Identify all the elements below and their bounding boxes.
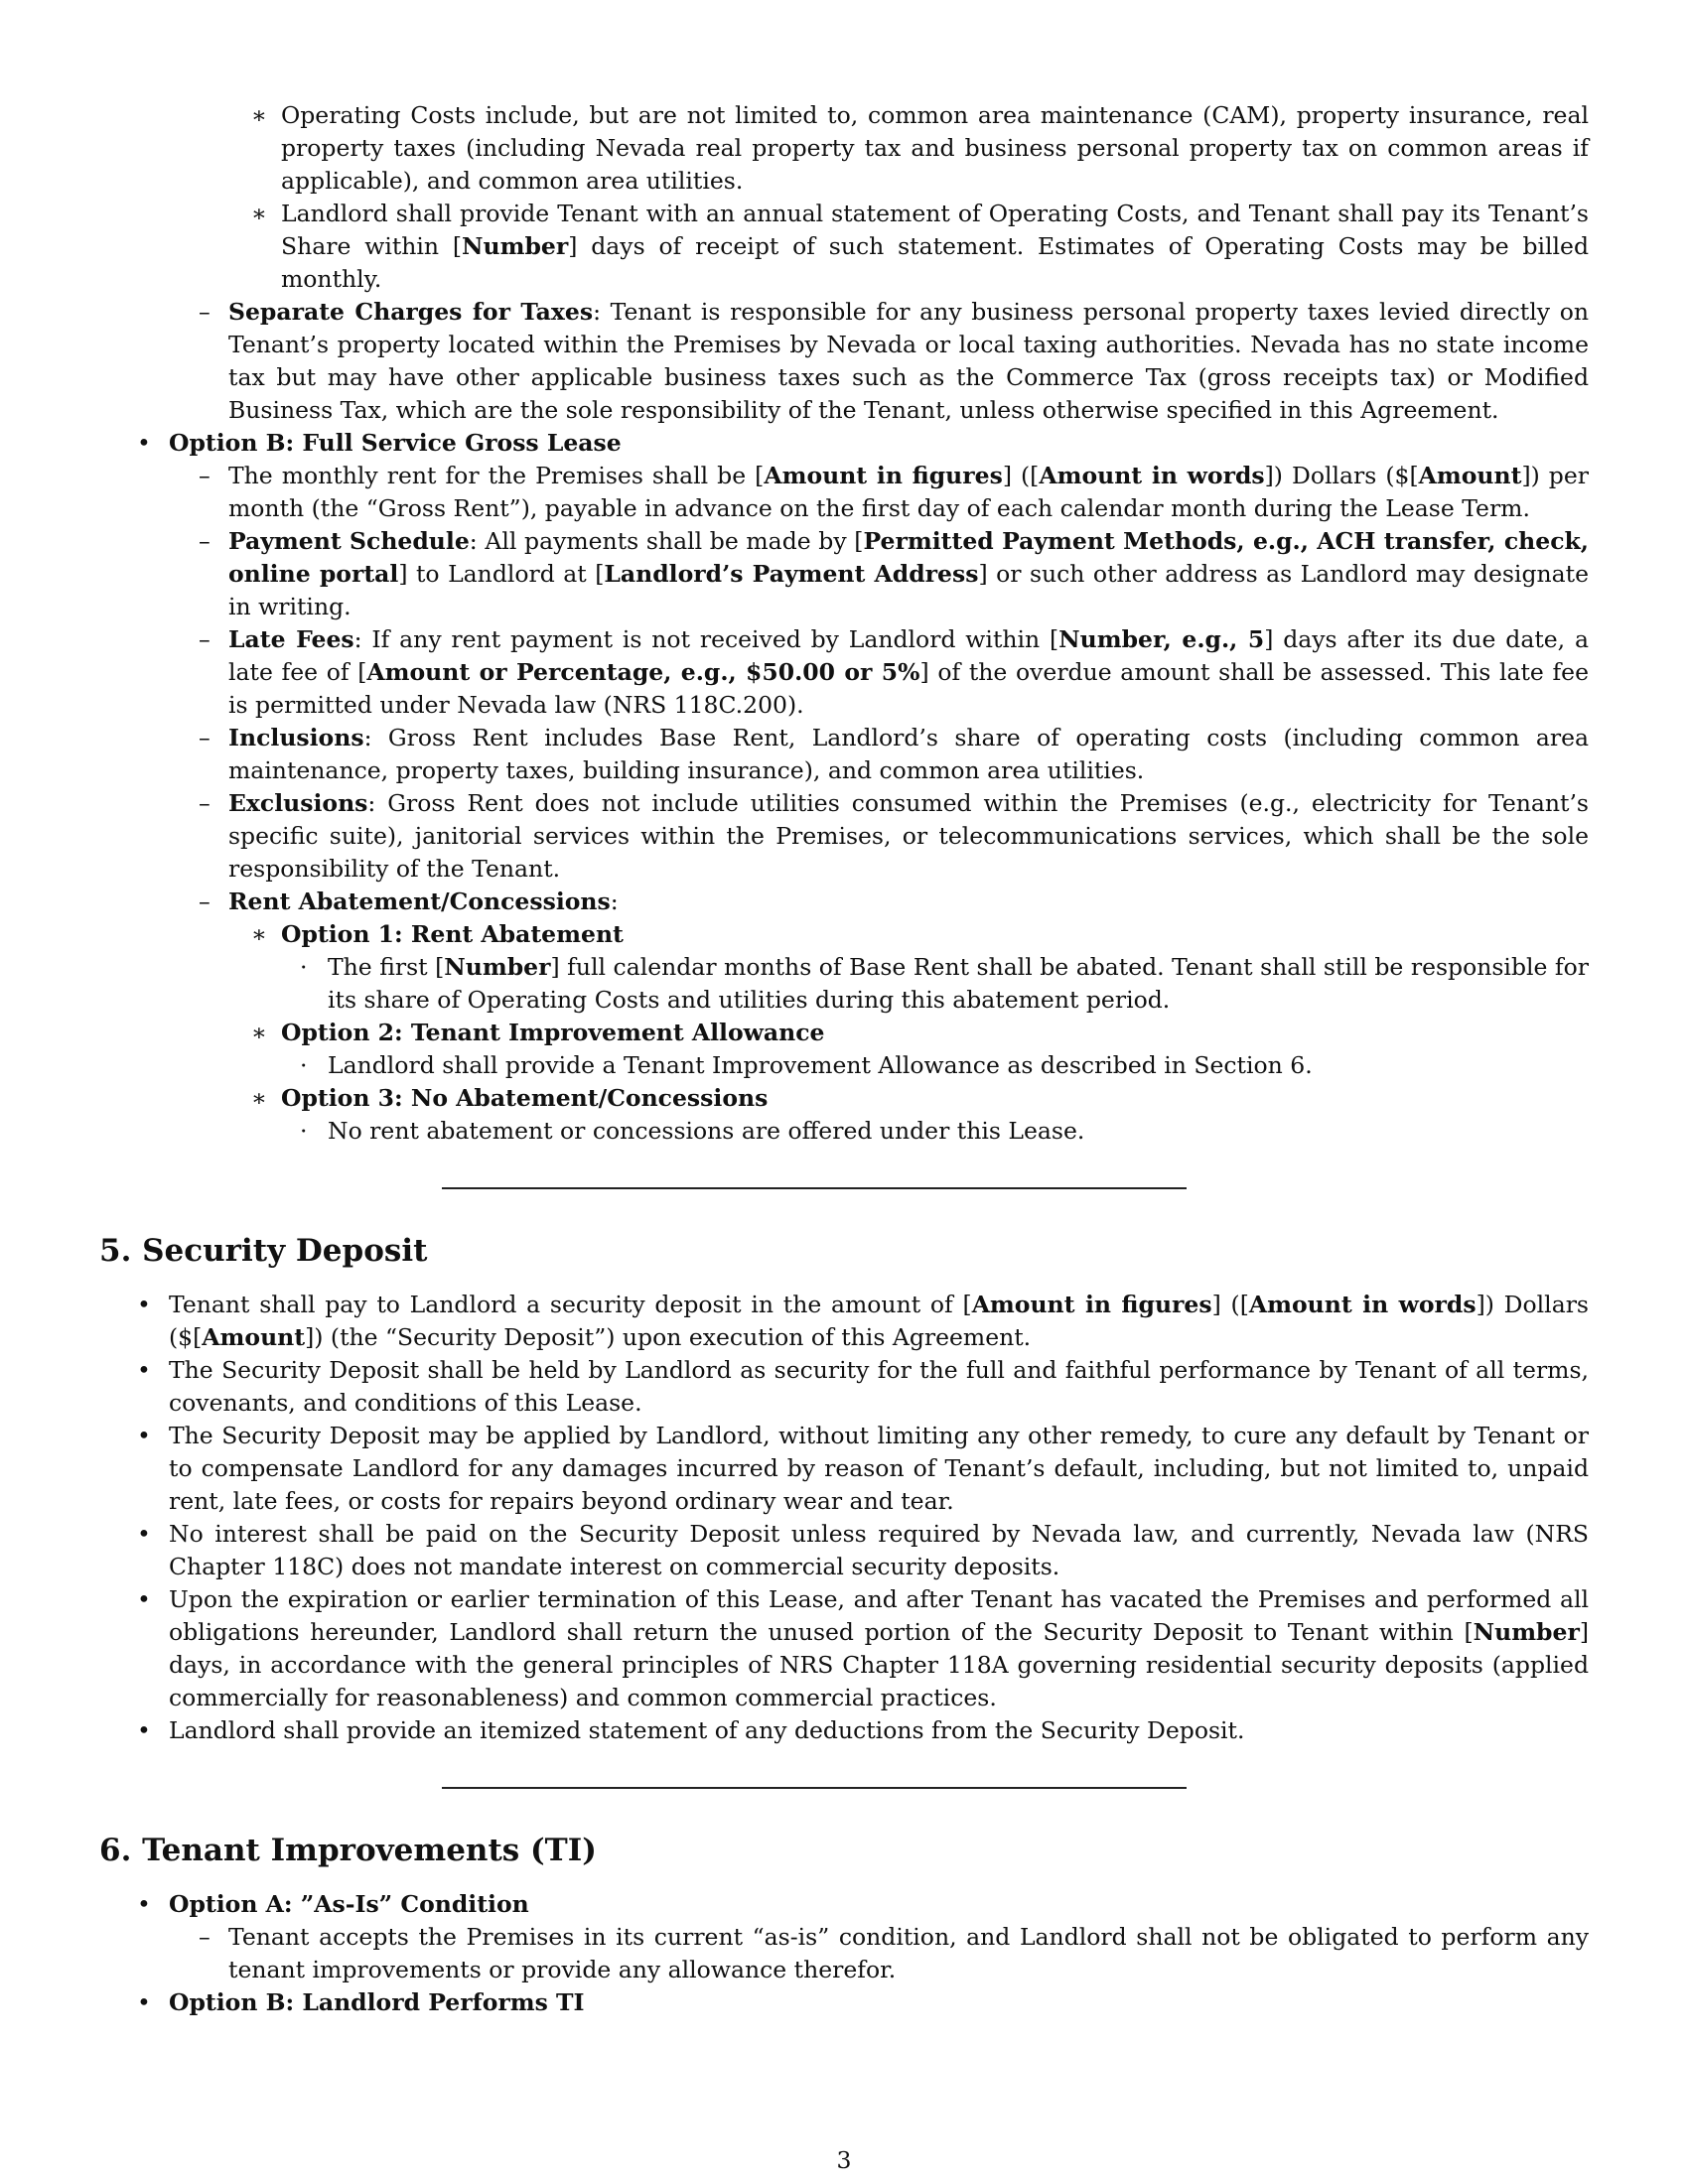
bullet-marker: • (137, 1520, 151, 1548)
deposit-statement-item (99, 1714, 1589, 1747)
deposit-return-text: ] days, in accordance with the general principles of NRS Chapter 118A governing residential security deposits (applied commercially for reasonableness) and common commercial practices. (169, 1618, 1589, 1711)
abatement-option-3-text (99, 1115, 1589, 1148)
ti-option-a-text: Tenant accepts the Premises in its current “as-is” condition, and Landlord shall not be obligated to perform any tenant improvements or provide any allowance therefor. (228, 1923, 1589, 1983)
placeholder-amount: Amount (202, 1323, 306, 1351)
placeholder-amount-figures: Amount in figures (764, 462, 1003, 489)
ti-option-b (99, 1986, 1589, 2019)
placeholder-amount: Amount (1418, 462, 1522, 489)
deposit-held-text: The Security Deposit shall be held by Landlord as security for the full and faithful performance by Tenant of all terms, covenants, and conditions of this Lease. (169, 1356, 1589, 1417)
opcost-statement-text-end: ] days of receipt of such statement. Estimates of Operating Costs may be billed monthly. (281, 232, 1589, 293)
dash-marker: – (199, 789, 211, 817)
star-marker: ∗ (251, 1019, 267, 1046)
opcost-statement-item (99, 198, 1589, 296)
opcost-include-item (99, 99, 1589, 198)
inclusions-label: Inclusions (228, 724, 364, 751)
rent-abatement-colon: : (610, 887, 619, 915)
bullet-marker: • (137, 1716, 151, 1744)
bullet-marker: • (137, 1422, 151, 1449)
bullet-marker: • (137, 1585, 151, 1613)
late-fees-item (99, 623, 1589, 722)
gross-rent-text: ]) Dollars ($[ (1264, 462, 1419, 489)
inclusions-text: : Gross Rent includes Base Rent, Landlord’s share of operating costs (including common area maintenance, property taxes, building insurance), and common area utilities. (228, 724, 1589, 784)
ti-option-a (99, 1888, 1589, 1921)
page-number: 3 (836, 2146, 852, 2174)
gross-rent-text: ] ([ (1002, 462, 1040, 489)
rent-abatement-item (99, 886, 1589, 918)
deposit-amount-item (99, 1289, 1589, 1354)
placeholder-payment-address: Landlord’s Payment Address (604, 560, 979, 588)
placeholder-late-amount: Amount or Percentage, e.g., $50.00 or 5% (366, 658, 920, 686)
option-3-text: No rent abatement or concessions are offered under this Lease. (328, 1117, 1085, 1145)
deposit-interest-text: No interest shall be paid on the Security Deposit unless required by Nevada law, and currently, Nevada law (NRS Chapter 118C) does not mandate interest on commercial security deposits. (169, 1520, 1589, 1580)
separate-taxes-text: : Tenant is responsible for any business personal property taxes levied directly on Tenant’s property located within the Premises by Nevada or local taxing authorities. Nevada has no state income tax but may have other applicable business taxes such as the Commerce Tax (gross receipts tax) or Modified Business Tax, which are the sole responsibility of the Tenant, unless otherwise specified in this Agreement. (228, 298, 1590, 424)
placeholder-amount-figures: Amount in figures (971, 1291, 1212, 1318)
dash-marker: – (199, 887, 211, 915)
rent-abatement-label: Rent Abatement/Concessions (228, 887, 611, 915)
bullet-marker: • (137, 1291, 151, 1318)
exclusions-label: Exclusions (228, 789, 368, 817)
section-divider (442, 1787, 1187, 1789)
late-fees-text: ] days after its due date, a late fee of [ (228, 625, 1589, 686)
option-1-text: ] full calendar months of Base Rent shall be abated. Tenant shall still be responsible for its share of Operating Costs and utilities during this abatement period. (328, 953, 1589, 1014)
deposit-text: Tenant shall pay to Landlord a security deposit in the amount of [ (169, 1291, 972, 1318)
exclusions-item (99, 787, 1589, 886)
late-fees-text: ] of the overdue amount shall be assessed. This late fee is permitted under Nevada law (NRS 118C.200). (228, 658, 1589, 719)
deposit-applied-item (99, 1420, 1589, 1518)
separate-taxes-label: Separate Charges for Taxes (228, 298, 594, 326)
payment-schedule-item (99, 525, 1589, 623)
option-2-title: Option 2: Tenant Improvement Allowance (281, 1019, 825, 1046)
abatement-option-1-text (99, 951, 1589, 1017)
abatement-option-1 (99, 918, 1589, 951)
exclusions-text: : Gross Rent does not include utilities consumed within the Premises (e.g., electricity for Tenant’s specific suite), janitorial services within the Premises, or telecommunications services, which shall be the sole responsibility of the Tenant. (228, 789, 1589, 883)
dash-marker: – (199, 724, 211, 751)
inclusions-item (99, 722, 1589, 787)
payment-schedule-label: Payment Schedule (228, 527, 470, 555)
payment-schedule-text: ] to Landlord at [ (398, 560, 605, 588)
dot-marker: · (300, 1117, 308, 1145)
ti-option-a-text-item (99, 1921, 1589, 1986)
option-2-text: Landlord shall provide a Tenant Improvement Allowance as described in Section 6. (328, 1051, 1313, 1079)
ti-option-b-title: Option B: Landlord Performs TI (169, 1988, 585, 2016)
document-page (99, 99, 1589, 2019)
abatement-option-2-text (99, 1049, 1589, 1082)
late-fees-text: : If any rent payment is not received by Landlord within [ (353, 625, 1059, 653)
option-1-title: Option 1: Rent Abatement (281, 920, 624, 948)
deposit-return-text: Upon the expiration or earlier termination of this Lease, and after Tenant has vacated the Premises and performed all obligations hereunder, Landlord shall return the unused portion of the Security Deposit to Tenant within [ (169, 1585, 1589, 1646)
star-marker: ∗ (251, 920, 267, 948)
gross-rent-text: The monthly rent for the Premises shall be [ (228, 462, 765, 489)
dash-marker: – (199, 298, 211, 326)
opcost-statement-text: Landlord shall provide Tenant with an annual statement of Operating Costs, and Tenant shall pay its Tenant’s Share within [ (281, 200, 1589, 260)
payment-schedule-text: : All payments shall be made by [ (469, 527, 864, 555)
gross-rent-item (99, 460, 1589, 525)
option-1-text: The first [ (328, 953, 445, 981)
ti-option-a-title: Option A: ”As-Is” Condition (169, 1890, 529, 1918)
deposit-held-item (99, 1354, 1589, 1420)
placeholder-number: Number (444, 953, 551, 981)
bullet-marker: • (137, 429, 151, 457)
placeholder-number: Number (462, 232, 569, 260)
placeholder-number: Number (1473, 1618, 1580, 1646)
deposit-return-item (99, 1583, 1589, 1714)
bullet-marker: • (137, 1890, 151, 1918)
section-6-heading: 6. Tenant Improvements (TI) (99, 1833, 597, 1868)
dash-marker: – (199, 462, 211, 489)
abatement-option-3 (99, 1082, 1589, 1115)
section-5-heading: 5. Security Deposit (99, 1233, 428, 1269)
deposit-text: ]) (the “Security Deposit”) upon execution of this Agreement. (305, 1323, 1032, 1351)
opcost-include-text: Operating Costs include, but are not limited to, common area maintenance (CAM), property insurance, real property taxes (including Nevada real property tax and business personal property tax on common areas if applicable), and common area utilities. (281, 101, 1589, 195)
deposit-text: ] ([ (1211, 1291, 1249, 1318)
option-b-gross-lease (99, 427, 1589, 460)
star-marker: ∗ (251, 1084, 267, 1112)
option-3-title: Option 3: No Abatement/Concessions (281, 1084, 769, 1112)
deposit-interest-item (99, 1518, 1589, 1583)
placeholder-days: Number, e.g., 5 (1058, 625, 1265, 653)
dash-marker: – (199, 625, 211, 653)
placeholder-amount-words: Amount in words (1248, 1291, 1477, 1318)
star-marker: ∗ (251, 101, 267, 129)
dot-marker: · (300, 953, 308, 981)
dash-marker: – (199, 527, 211, 555)
deposit-statement-text: Landlord shall provide an itemized statement of any deductions from the Security Deposit. (169, 1716, 1245, 1744)
placeholder-amount-words: Amount in words (1039, 462, 1265, 489)
abatement-option-2 (99, 1017, 1589, 1049)
option-b-title: Option B: Full Service Gross Lease (169, 429, 622, 457)
separate-taxes-item (99, 296, 1589, 427)
gross-rent-text: ]) per month (the “Gross Rent”), payable in advance on the first day of each calendar month during the Lease Term. (228, 462, 1589, 522)
star-marker: ∗ (251, 200, 267, 227)
late-fees-label: Late Fees (228, 625, 354, 653)
section-divider (442, 1187, 1187, 1189)
deposit-text: ]) Dollars ($[ (169, 1291, 1589, 1351)
dot-marker: · (300, 1051, 308, 1079)
bullet-marker: • (137, 1988, 151, 2016)
placeholder-payment-methods: Permitted Payment Methods, e.g., ACH transfer, check, online portal (228, 527, 1589, 588)
bullet-marker: • (137, 1356, 151, 1384)
deposit-applied-text: The Security Deposit may be applied by Landlord, without limiting any other remedy, to cure any default by Tenant or to compensate Landlord for any damages incurred by reason of Tenant’s default, including, but not limited to, unpaid rent, late fees, or costs for repairs beyond ordinary wear and tear. (169, 1422, 1589, 1515)
payment-schedule-text: ] or such other address as Landlord may designate in writing. (228, 560, 1589, 620)
dash-marker: – (199, 1923, 211, 1951)
